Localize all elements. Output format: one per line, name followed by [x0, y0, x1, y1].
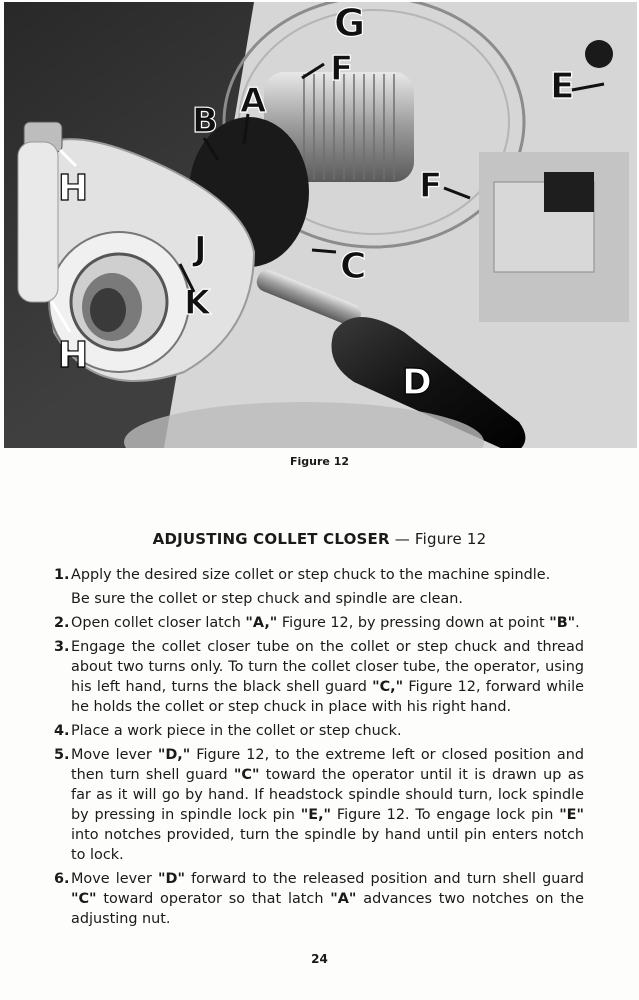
text-run: Figure 12, forward while he holds the collet or step chuck in place with his right hand. — [71, 679, 584, 715]
text-run: Move lever — [71, 871, 158, 887]
text-run: Open collet closer latch — [71, 615, 246, 631]
step-4 — [54, 721, 584, 741]
text-run: advances two notches on the adjusting nut. — [71, 891, 584, 927]
ref-c: "C" — [233, 767, 260, 783]
label-g: G — [334, 2, 366, 45]
collet-closer-illustration — [4, 2, 637, 448]
ref-d: "D" — [158, 871, 185, 887]
figure-12-photo — [4, 2, 637, 448]
ref-c: "C," — [372, 679, 404, 695]
text-run: Figure 12, by pressing down at point — [277, 615, 550, 631]
step-number: 1. — [54, 567, 70, 583]
step-number: 5. — [54, 747, 70, 763]
heading-dash: — — [389, 530, 415, 548]
step-text — [71, 613, 584, 633]
text-run: toward operator so that latch — [96, 891, 331, 907]
ref-b: "B" — [549, 615, 576, 631]
ref-d: "D," — [157, 747, 191, 763]
section-heading — [0, 530, 639, 548]
label-e: E — [550, 66, 575, 107]
figure-caption: Figure 12 — [289, 455, 349, 468]
step-number: 2. — [54, 615, 70, 631]
step-5 — [54, 745, 584, 865]
label-k: K — [184, 283, 211, 323]
label-a: A — [240, 81, 267, 121]
text-run: Figure 12. To engage lock pin — [331, 807, 560, 823]
step-number: 3. — [54, 639, 70, 655]
step-3 — [54, 637, 584, 717]
text-run: . — [575, 615, 580, 631]
instruction-list — [54, 565, 584, 933]
arrow-c — [312, 250, 336, 252]
step-1 — [54, 565, 584, 609]
step-text: Apply the desired size collet or step chuck to the machine spindle. — [71, 567, 551, 583]
step-number: 4. — [54, 723, 70, 739]
ref-c: "C" — [71, 891, 97, 907]
page-number: 24 — [311, 952, 328, 966]
step-6 — [54, 869, 584, 929]
heading-title: ADJUSTING COLLET CLOSER — [152, 530, 390, 548]
label-f-top: F — [330, 49, 354, 89]
label-b: B — [192, 101, 218, 141]
step-text-continued: Be sure the collet or step chuck and spindle are clean. — [71, 591, 463, 607]
text-run: into notches provided, turn the spindle by hand until pin enters notch to lock. — [71, 827, 584, 863]
label-h-top: H — [58, 168, 89, 209]
label-j: J — [194, 229, 207, 269]
text-run: Move lever — [71, 747, 158, 763]
text-run: toward the operator until it is drawn up as far as it will go by hand. If headstock spindle should turn, lock spindle by pressing in spindle lock pin — [71, 767, 585, 823]
step-text: Place a work piece in the collet or step chuck. — [71, 723, 402, 739]
label-d: D — [402, 362, 432, 403]
ref-a: "A," — [245, 615, 278, 631]
label-f-right: F — [419, 166, 443, 206]
text-run: forward to the released position and turn shell guard — [184, 871, 584, 887]
label-c: C — [340, 246, 367, 287]
ref-e: "E" — [559, 807, 585, 823]
ref-e: "E," — [300, 807, 332, 823]
step-text — [71, 745, 584, 865]
step-2 — [54, 613, 584, 633]
step-text — [71, 637, 584, 717]
heading-figure-ref: Figure 12 — [414, 530, 487, 548]
text-run: Engage the collet closer tube on the collet or step chuck and thread about two turns only. To turn the collet closer tube, the operator, using his left hand, turns the black shell guard — [71, 639, 584, 695]
step-number: 6. — [54, 871, 70, 887]
ref-a: "A" — [330, 891, 357, 907]
text-run: Figure 12, to the extreme left or closed position and then turn shell guard — [71, 747, 584, 783]
label-h-bottom: H — [58, 335, 89, 376]
step-text — [71, 869, 584, 929]
